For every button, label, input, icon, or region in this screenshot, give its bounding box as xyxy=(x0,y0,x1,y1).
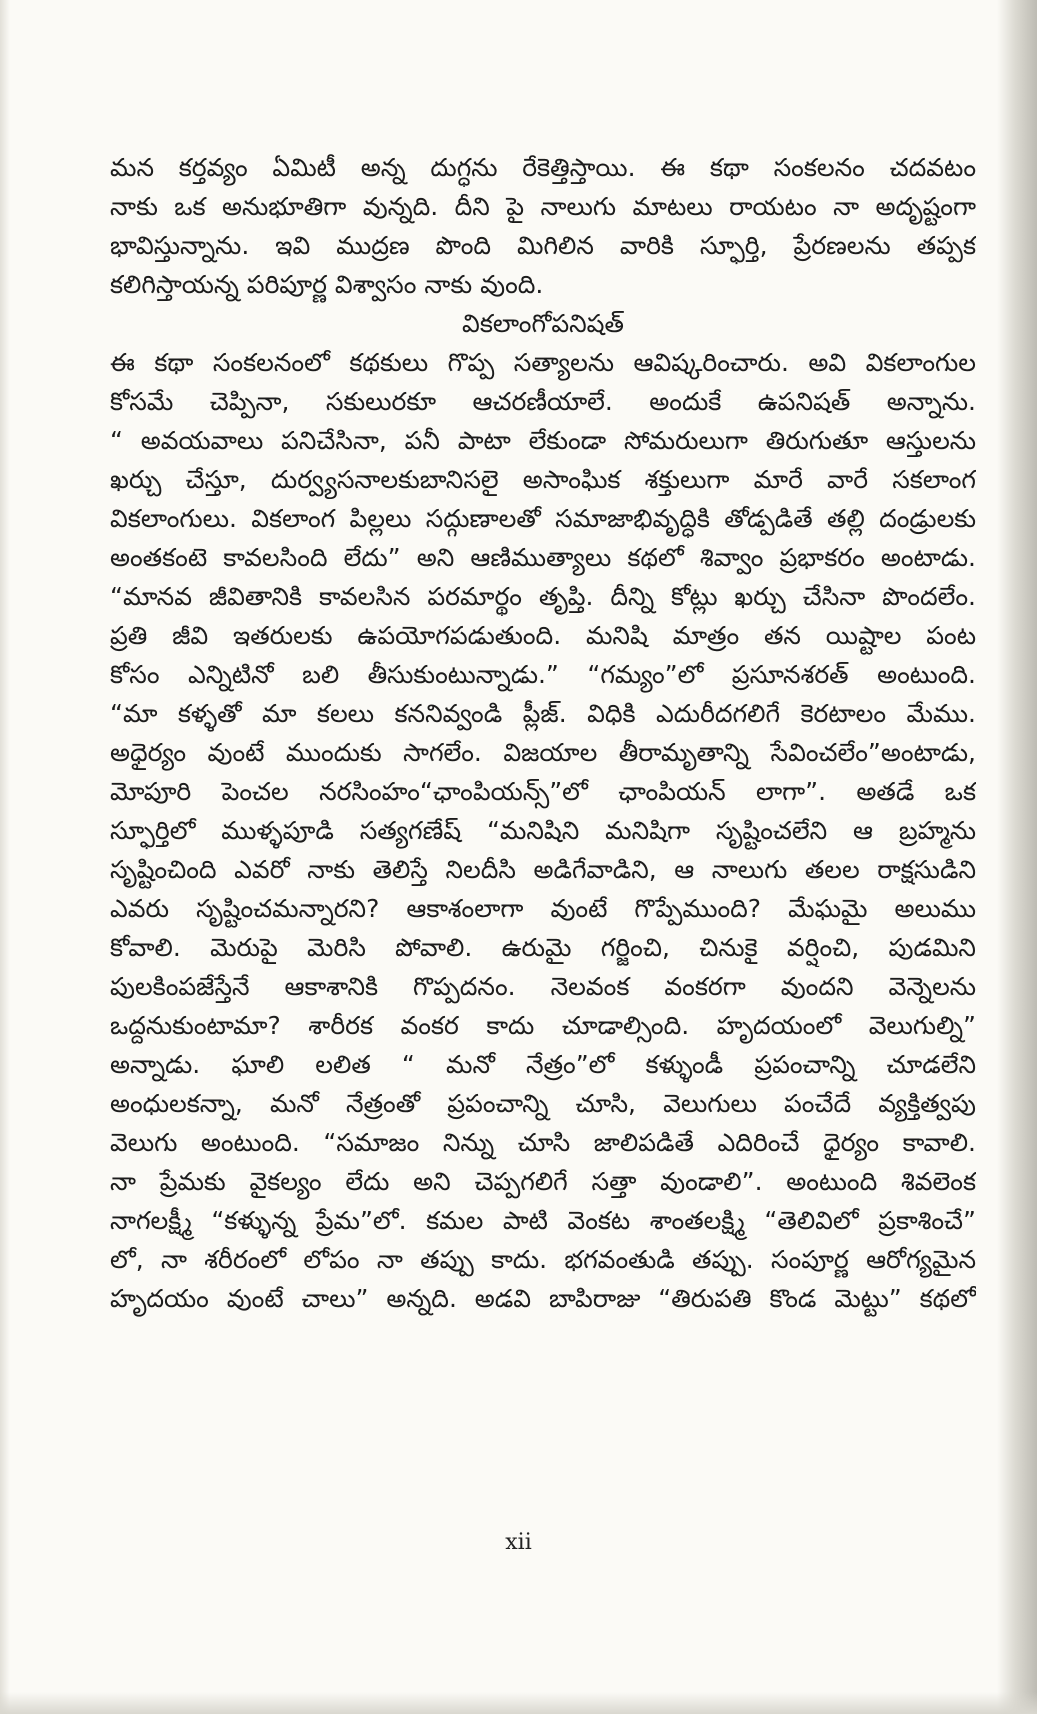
text-line: ఈ కథా సంకలనంలో కథకులు గొప్ప సత్యాలను ఆవిష్కరించారు. అవి వికలాంగుల xyxy=(110,348,976,377)
text-line: అంధులకన్నా, మనో నేత్రంతో ప్రపంచాన్ని చూసి, వెలుగులు పంచేదే వ్యక్తిత్వపు xyxy=(110,1089,976,1118)
text-line: అన్నాడు. ఘాలి లలిత “ మనో నేత్రం”లో కళ్ళుండీ ప్రపంచాన్ని చూడలేని xyxy=(110,1050,976,1079)
text-line: అధైర్యం వుంటే ముందుకు సాగలేం. విజయాల తీరామృతాన్ని సేవించలేం”అంటాడు, xyxy=(110,738,976,767)
section-heading: వికలాంగోపనిషత్ xyxy=(462,309,624,338)
text-line: ప్రతి జీవి ఇతరులకు ఉపయోగపడుతుంది. మనిషి మాత్రం తన యిష్టాల పంట xyxy=(110,621,976,650)
scan-edge-left xyxy=(0,0,10,1714)
text-line: నా ప్రేమకు వైకల్యం లేదు అని చెప్పగలిగే సత్తా వుండాలి”. అంటుంది శివలెంక xyxy=(110,1167,976,1196)
text-line: వికలాంగులు. వికలాంగ పిల్లలు సద్గుణాలతో సమాజాభివృద్ధికి తోడ్పడితే తల్లి దండ్రులకు xyxy=(110,504,976,533)
text-line: “మా కళ్ళతో మా కలలు కననివ్వండి ప్లీజ్. విధికి ఎదురీదగలిగే కెరటాలం మేము. xyxy=(110,699,976,728)
page-number: xii xyxy=(505,1530,532,1555)
text-line: కోవాలి. మెరుపై మెరిసి పోవాలి. ఉరుమై గర్జించి, చినుకై వర్షించి, పుడమిని xyxy=(110,933,976,962)
text-line: మన కర్తవ్యం ఏమిటీ అన్న దుగ్ధను రేకెత్తిస్తాయి. ఈ కథా సంకలనం చదవటం xyxy=(110,153,976,182)
scan-edge-right xyxy=(997,0,1037,1714)
paragraph-main xyxy=(110,343,976,1318)
text-line: కోసం ఎన్నిటినో బలి తీసుకుంటున్నాడు.” “గమ్యం”లో ప్రసూనశరత్ అంటుంది. xyxy=(110,660,976,689)
text-line: సృష్టించింది ఎవరో నాకు తెలిస్తే నిలదీసి అడిగేవాడిని, ఆ నాలుగు తలల రాక్షసుడిని xyxy=(110,855,976,884)
text-line: “మానవ జీవితానికి కావలసిన పరమార్థం తృప్తి. దీన్ని కోట్లు ఖర్చు చేసినా పొందలేం. xyxy=(110,582,976,611)
text-line: మోపూరి పెంచల నరసింహం“ఛాంపియన్స్”లో ఛాంపియన్ లాగా”. అతడే ఒక xyxy=(110,777,976,806)
text-line: లో, నా శరీరంలో లోపం నా తప్పు కాదు. భగవంతుడి తప్పు. సంపూర్ణ ఆరోగ్యమైన xyxy=(110,1245,976,1274)
text-line: భావిస్తున్నాను. ఇవి ముద్రణ పొంది మిగిలిన వారికి స్ఫూర్తి, ప్రేరణలను తప్పక xyxy=(110,231,976,260)
text-line: ఒద్దనుకుంటామా? శారీరక వంకర కాదు చూడాల్సింది. హృదయంలో వెలుగుల్ని” xyxy=(110,1011,976,1040)
text-line: కలిగిస్తాయన్న పరిపూర్ణ విశ్వాసం నాకు వుంది. xyxy=(110,270,544,299)
text-line: అంతకంటె కావలసింది లేదు” అని ఆణిముత్యాలు కథలో శివ్వాం ప్రభాకరం అంటాడు. xyxy=(110,543,976,572)
page-body xyxy=(110,148,976,1318)
text-line: ఎవరు సృష్టించమన్నారని? ఆకాశంలాగా వుంటే గొప్పేముంది? మేఘమై అలుము xyxy=(110,894,976,923)
paragraph-intro xyxy=(110,148,976,304)
scan-edge-bottom xyxy=(0,1692,1037,1714)
text-line: “ అవయవాలు పనిచేసినా, పనీ పాటా లేకుండా సోమరులుగా తిరుగుతూ ఆస్తులను xyxy=(110,426,976,455)
text-line: వెలుగు అంటుంది. “సమాజం నిన్ను చూసి జాలిపడితే ఎదిరించే ధైర్యం కావాలి. xyxy=(110,1128,976,1157)
text-line: నాగలక్ష్మీ “కళ్ళున్న ప్రేమ”లో. కమల పాటి వెంకట శాంతలక్ష్మి “తెలివిలో ప్రకాశించే” xyxy=(110,1206,976,1235)
text-line: ఖర్చు చేస్తూ, దుర్వ్యసనాలకుబానిసలై అసాంఘిక శక్తులుగా మారే వారే సకలాంగ xyxy=(110,465,976,494)
text-line: కోసమే చెప్పినా, సకులురకూ ఆచరణీయాలే. అందుకే ఉపనిషత్ అన్నాను. xyxy=(110,387,976,416)
text-line: స్ఫూర్తిలో ముళ్ళపూడి సత్యగణేష్ “మనిషిని మనిషిగా సృష్టించలేని ఆ బ్రహ్మను xyxy=(110,816,976,845)
text-line: హృదయం వుంటే చాలు” అన్నది. అడవి బాపిరాజు “తిరుపతి కొండ మెట్టు” కథలో xyxy=(110,1284,976,1313)
text-line: పులకింపజేస్తేనే ఆకాశానికి గొప్పదనం. నెలవంక వంకరగా వుందని వెన్నెలను xyxy=(110,972,976,1001)
text-line: నాకు ఒక అనుభూతిగా వున్నది. దీని పై నాలుగు మాటలు రాయటం నా అదృష్టంగా xyxy=(110,192,976,221)
